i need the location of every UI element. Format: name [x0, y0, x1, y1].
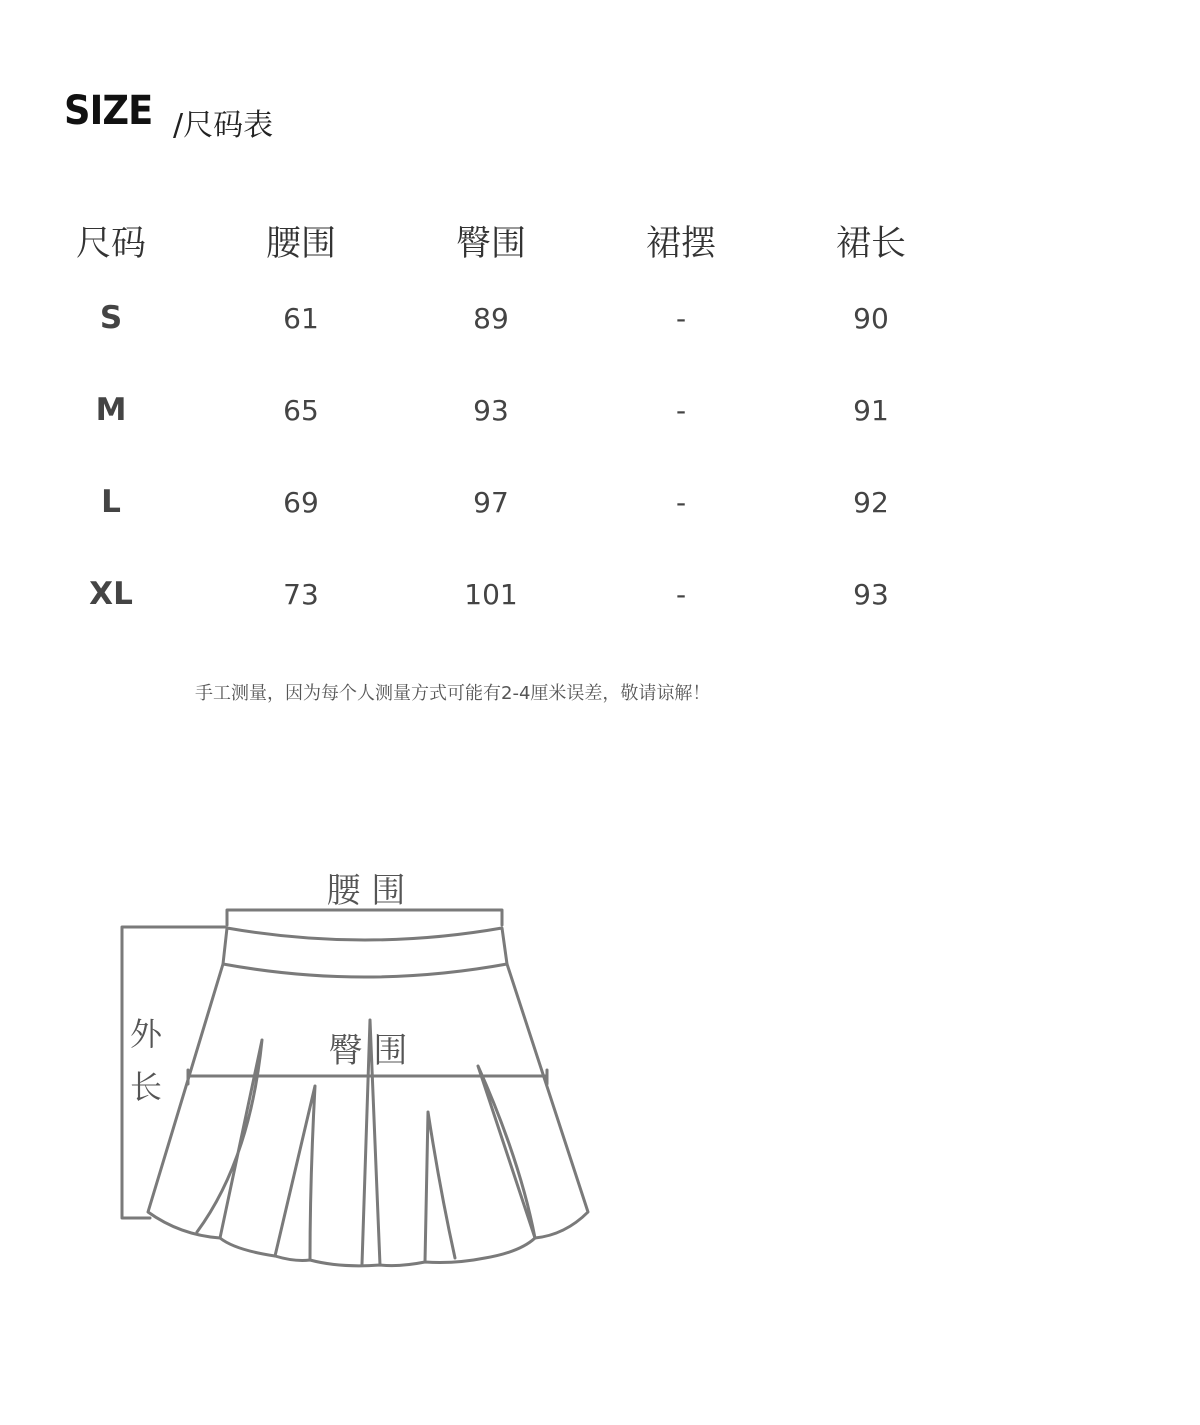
size-title: SIZE [64, 88, 153, 134]
length-diagram-label-2: 长 [129, 1068, 163, 1106]
length-cell: 91 [853, 393, 889, 427]
size-chart-subtitle: /尺码表 [173, 108, 274, 143]
size-cell: M [95, 392, 127, 428]
length-diagram-label-1: 外 [129, 1015, 163, 1053]
waist-cell: 61 [283, 301, 319, 335]
length-cell: 92 [853, 485, 889, 519]
table-row [16, 364, 966, 456]
size-cell: L [101, 484, 121, 520]
hip-cell: 97 [473, 485, 509, 519]
table-row [16, 548, 966, 640]
waist-cell: 65 [283, 393, 319, 427]
size-cell: XL [89, 576, 133, 612]
hem-cell: - [675, 577, 687, 611]
hip-cell: 101 [464, 577, 518, 611]
length-cell: 90 [853, 301, 889, 335]
measurement-note: 手工测量，因为每个人测量方式可能有2-4厘米误差，敬请谅解！ [195, 683, 711, 704]
skirt-measurement-diagram [100, 860, 600, 1280]
column-header-size: 尺码 [75, 224, 146, 264]
size-cell: S [99, 300, 123, 336]
size-table [16, 210, 966, 640]
hem-cell: - [675, 485, 687, 519]
column-header-waist: 腰围 [265, 224, 336, 264]
table-header-row [16, 210, 966, 272]
table-row [16, 456, 966, 548]
length-cell: 93 [853, 577, 889, 611]
hip-diagram-label: 臀 围 [328, 1031, 408, 1071]
hip-cell: 93 [473, 393, 509, 427]
waist-measure-line [227, 910, 502, 925]
column-header-hip: 臀围 [455, 224, 526, 264]
hem-cell: - [675, 393, 687, 427]
hip-cell: 89 [473, 301, 509, 335]
skirt-waistband [223, 928, 507, 977]
column-header-hem: 裙摆 [645, 224, 716, 264]
waist-cell: 69 [283, 485, 319, 519]
hem-cell: - [675, 301, 687, 335]
waist-cell: 73 [283, 577, 319, 611]
table-row [16, 272, 966, 364]
waist-diagram-label: 腰 围 [326, 871, 406, 911]
column-header-length: 裙长 [835, 224, 906, 264]
